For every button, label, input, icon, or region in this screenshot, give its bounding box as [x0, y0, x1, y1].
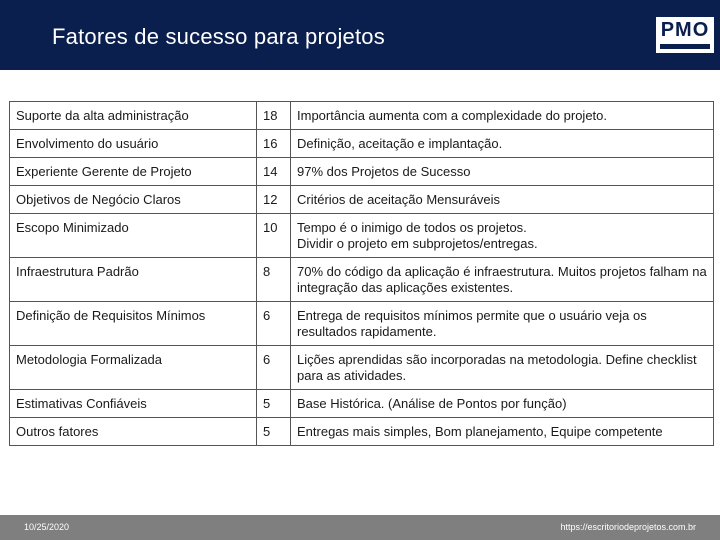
table-row — [10, 186, 714, 214]
table-row — [10, 390, 714, 418]
pmo-logo-bar — [660, 44, 710, 49]
factor-cell: Metodologia Formalizada — [10, 346, 257, 390]
description-cell: Importância aumenta com a complexidade do projeto. — [291, 102, 714, 130]
table-row — [10, 102, 714, 130]
factor-cell: Escopo Minimizado — [10, 214, 257, 258]
description-cell: Base Histórica. (Análise de Pontos por função) — [291, 390, 714, 418]
table-row — [10, 346, 714, 390]
footer-url: https://escritoriodeprojetos.com.br — [560, 522, 696, 532]
score-cell: 5 — [257, 390, 291, 418]
table-row — [10, 158, 714, 186]
score-cell: 14 — [257, 158, 291, 186]
footer-date: 10/25/2020 — [24, 522, 70, 532]
score-cell: 10 — [257, 214, 291, 258]
factor-cell: Experiente Gerente de Projeto — [10, 158, 257, 186]
description-cell: Definição, aceitação e implantação. — [291, 130, 714, 158]
description-cell — [291, 214, 714, 258]
factor-cell: Envolvimento do usuário — [10, 130, 257, 158]
description-cell: 97% dos Projetos de Sucesso — [291, 158, 714, 186]
title-banner — [0, 0, 720, 70]
footer-bar — [0, 515, 720, 540]
score-cell: 16 — [257, 130, 291, 158]
factor-cell: Infraestrutura Padrão — [10, 258, 257, 302]
pmo-logo-text: PMO — [660, 19, 710, 41]
factor-cell: Objetivos de Negócio Claros — [10, 186, 257, 214]
table-row — [10, 130, 714, 158]
table-row — [10, 214, 714, 258]
score-cell: 6 — [257, 346, 291, 390]
factor-cell: Outros fatores — [10, 418, 257, 446]
description-line: Dividir o projeto em subprojetos/entregas. — [297, 236, 538, 251]
table-row — [10, 302, 714, 346]
score-cell: 5 — [257, 418, 291, 446]
description-cell: Entrega de requisitos mínimos permite que o usuário veja os resultados rapidamente. — [291, 302, 714, 346]
description-cell: Lições aprendidas são incorporadas na metodologia. Define checklist para as atividades. — [291, 346, 714, 390]
table-row — [10, 258, 714, 302]
factor-cell: Definição de Requisitos Mínimos — [10, 302, 257, 346]
description-cell: 70% do código da aplicação é infraestrutura. Muitos projetos falham na integração das aplicações existentes. — [291, 258, 714, 302]
description-line: Tempo é o inimigo de todos os projetos. — [297, 220, 527, 235]
factor-cell: Estimativas Confiáveis — [10, 390, 257, 418]
pmo-logo — [654, 15, 716, 55]
table-row — [10, 418, 714, 446]
score-cell: 18 — [257, 102, 291, 130]
score-cell: 6 — [257, 302, 291, 346]
score-cell: 8 — [257, 258, 291, 302]
success-factors-table — [9, 101, 714, 446]
slide-title: Fatores de sucesso para projetos — [52, 24, 385, 49]
description-cell: Critérios de aceitação Mensuráveis — [291, 186, 714, 214]
factor-cell: Suporte da alta administração — [10, 102, 257, 130]
score-cell: 12 — [257, 186, 291, 214]
description-cell: Entregas mais simples, Bom planejamento, Equipe competente — [291, 418, 714, 446]
